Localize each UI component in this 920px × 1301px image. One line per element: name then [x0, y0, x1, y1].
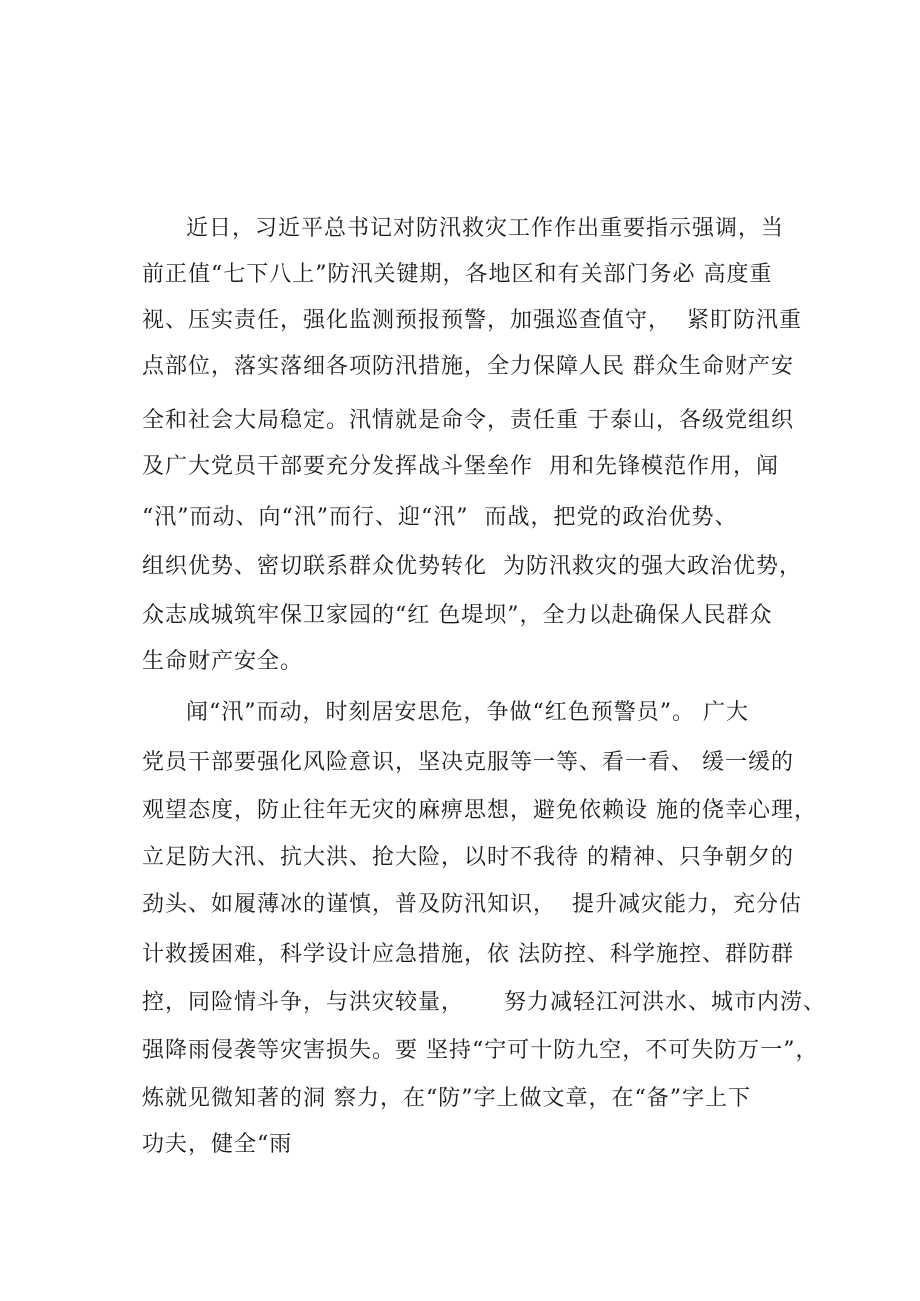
text-line: 立足防大汛、抗大洪、抢大险，以时不我待 的精神、只争朝夕的: [142, 845, 794, 870]
text-line: 闻“汛”而动，时刻居安思危，争做“红色预警员”。 广大: [186, 700, 749, 725]
text-line: 炼就见微知著的洞 察力，在“防”字上做文章，在“备”字上下: [142, 1086, 751, 1111]
text-line: 党员干部要强化风险意识，坚决克服等一等、看一看、 缓一缓的: [142, 750, 794, 775]
text-line: 劲头、如履薄冰的谨慎，普及防汛知识， 提升减灾能力，充分估: [142, 892, 802, 917]
text-line: 功夫，健全“雨: [142, 1132, 293, 1157]
text-line: “汛”而动、向“汛”而行、迎“汛” 而战，把党的政治优势、: [142, 505, 738, 530]
text-line: 组织优势、密切联系群众优势转化 为防汛救灾的强大政治优势，: [142, 554, 802, 579]
text-line: 全和社会大局稳定。汛情就是命令，责任重 于泰山，各级党组织: [142, 408, 794, 433]
text-line: 观望态度，防止往年无灾的麻痹思想，避免依赖设 施的侥幸心理，: [142, 798, 817, 823]
text-line: 点部位，落实落细各项防汛措施，全力保障人民 群众生命财产安: [142, 354, 794, 379]
text-line: 前正值“七下八上”防汛关键期，各地区和有关部门务必 高度重: [142, 262, 773, 287]
text-line: 计救援困难，科学设计应急措施，依 法防控、科学施控、群防群: [142, 942, 794, 967]
text-line: 强降雨侵袭等灾害损失。要 坚持“宁可十防九空，不可失防万一”，: [142, 1038, 819, 1063]
text-line: 控，同险情斗争，与洪灾较量， 努力减轻江河洪水、城市内涝、: [142, 990, 826, 1015]
text-line: 近日，习近平总书记对防汛救灾工作作出重要指示强调，当: [186, 216, 785, 241]
text-line: 视、压实责任，强化监测预报预警，加强巡查值守， 紧盯防汛重: [142, 308, 802, 333]
text-line: 众志成城筑牢保卫家园的“红 色堤坝”，全力以赴确保人民群众: [142, 603, 773, 628]
text-line: 及广大党员干部要充分发挥战斗堡垒作 用和先锋模范作用，闻: [142, 454, 779, 479]
text-line: 生命财产安全。: [142, 649, 304, 674]
